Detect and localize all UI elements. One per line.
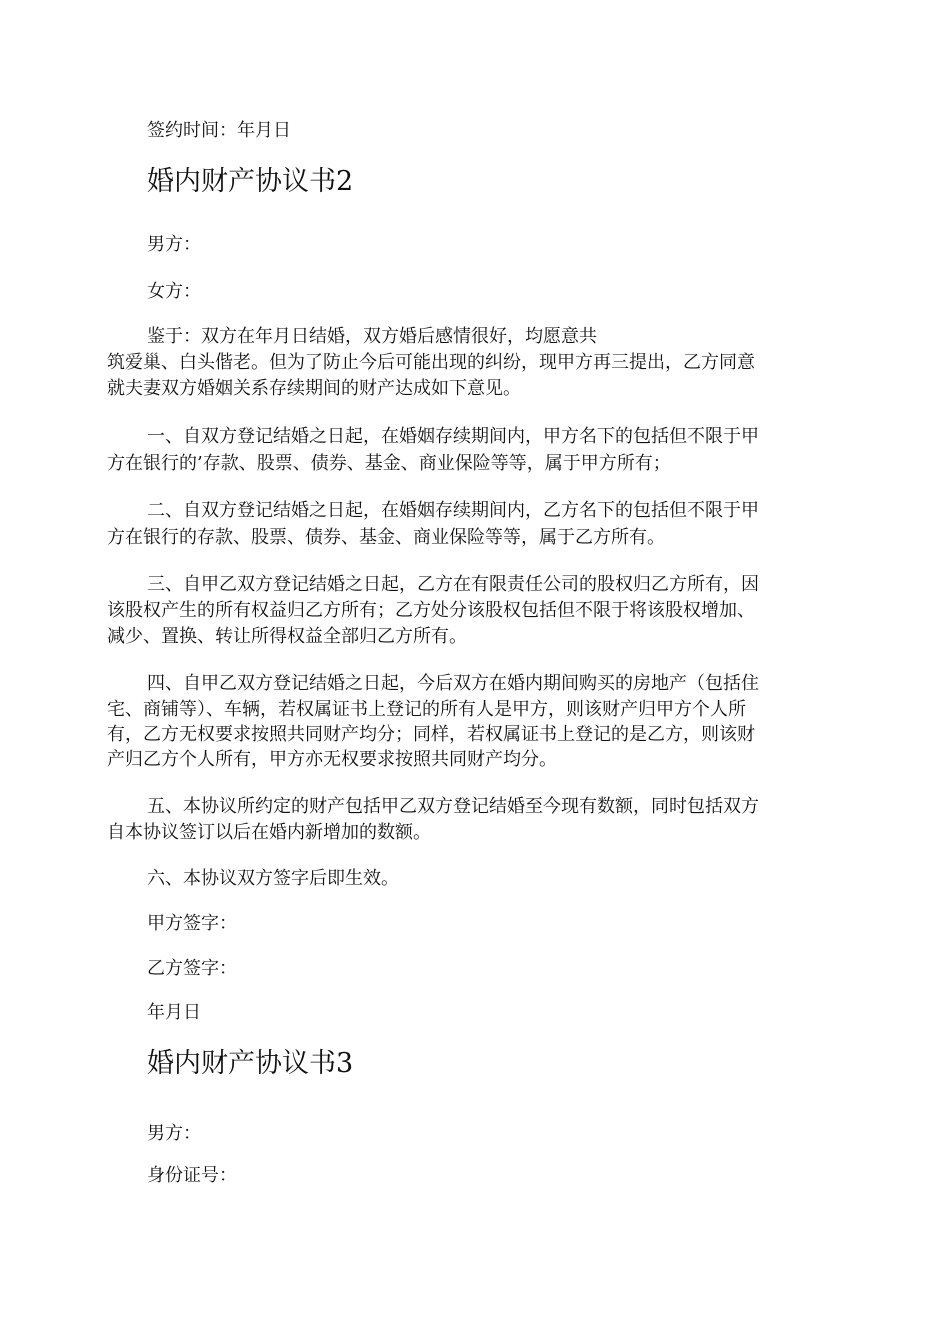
party-b-signature-line: 乙方签字：: [147, 958, 237, 979]
clause-5-line: 五、本协议所约定的财产包括甲乙双方登记结婚至今现有数额，同时包括双方: [147, 796, 759, 817]
clause-5-line: 自本协议签订以后在婚内新增加的数额。: [107, 822, 431, 843]
clause-1-line: 一、自双方登记结婚之日起，在婚姻存续期间内，甲方名下的包括但不限于甲: [147, 426, 759, 447]
agreement-2-date-line: 年月日: [147, 1002, 201, 1023]
clause-6-line: 六、本协议双方签字后即生效。: [147, 868, 399, 889]
sign-date-line: 签约时间：年月日: [147, 120, 291, 141]
agreement-3-id-number-line: 身份证号：: [147, 1165, 237, 1186]
agreement-3-title: 婚内财产协议书3: [147, 1048, 354, 1079]
clause-3-line: 三、自甲乙双方登记结婚之日起，乙方在有限责任公司的股权归乙方所有，因: [147, 574, 759, 595]
preamble-line: 就夫妻双方婚姻关系存续期间的财产达成如下意见。: [107, 378, 521, 399]
party-a-signature-line: 甲方签字：: [147, 913, 237, 934]
agreement-3-male-line: 男方：: [147, 1123, 201, 1144]
clause-2-line: 二、自双方登记结婚之日起，在婚姻存续期间内，乙方名下的包括但不限于甲: [147, 500, 759, 521]
preamble-line: 鉴于：双方在年月日结婚，双方婚后感情很好，均愿意共: [147, 326, 597, 347]
clause-4-line: 宅、商铺等）、车辆，若权属证书上登记的所有人是甲方，则该财产归甲方个人所: [107, 699, 746, 720]
preamble-line: 筑爱巢、白头偕老。但为了防止今后可能出现的纠纷，现甲方再三提出，乙方同意: [107, 352, 755, 373]
agreement-2-male-line: 男方：: [147, 234, 201, 255]
clause-2-line: 方在银行的存款、股票、债券、基金、商业保险等等，属于乙方所有。: [107, 527, 665, 548]
clause-3-line: 该股权产生的所有权益归乙方所有；乙方处分该股权包括但不限于将该股权增加、: [107, 600, 755, 621]
agreement-2-female-line: 女方：: [147, 281, 201, 302]
clause-1-line: 方在银行的’存款、股票、债券、基金、商业保险等等，属于甲方所有；: [107, 453, 671, 474]
clause-4-line: 产归乙方个人所有，甲方亦无权要求按照共同财产均分。: [107, 749, 557, 770]
clause-3-line: 减少、置换、转让所得权益全部归乙方所有。: [107, 626, 467, 647]
clause-4-line: 有，乙方无权要求按照共同财产均分；同样，若权属证书上登记的是乙方，则该财: [107, 724, 755, 745]
agreement-2-title: 婚内财产协议书2: [147, 166, 354, 197]
clause-4-line: 四、自甲乙双方登记结婚之日起，今后双方在婚内期间购买的房地产（包括住: [147, 673, 759, 694]
